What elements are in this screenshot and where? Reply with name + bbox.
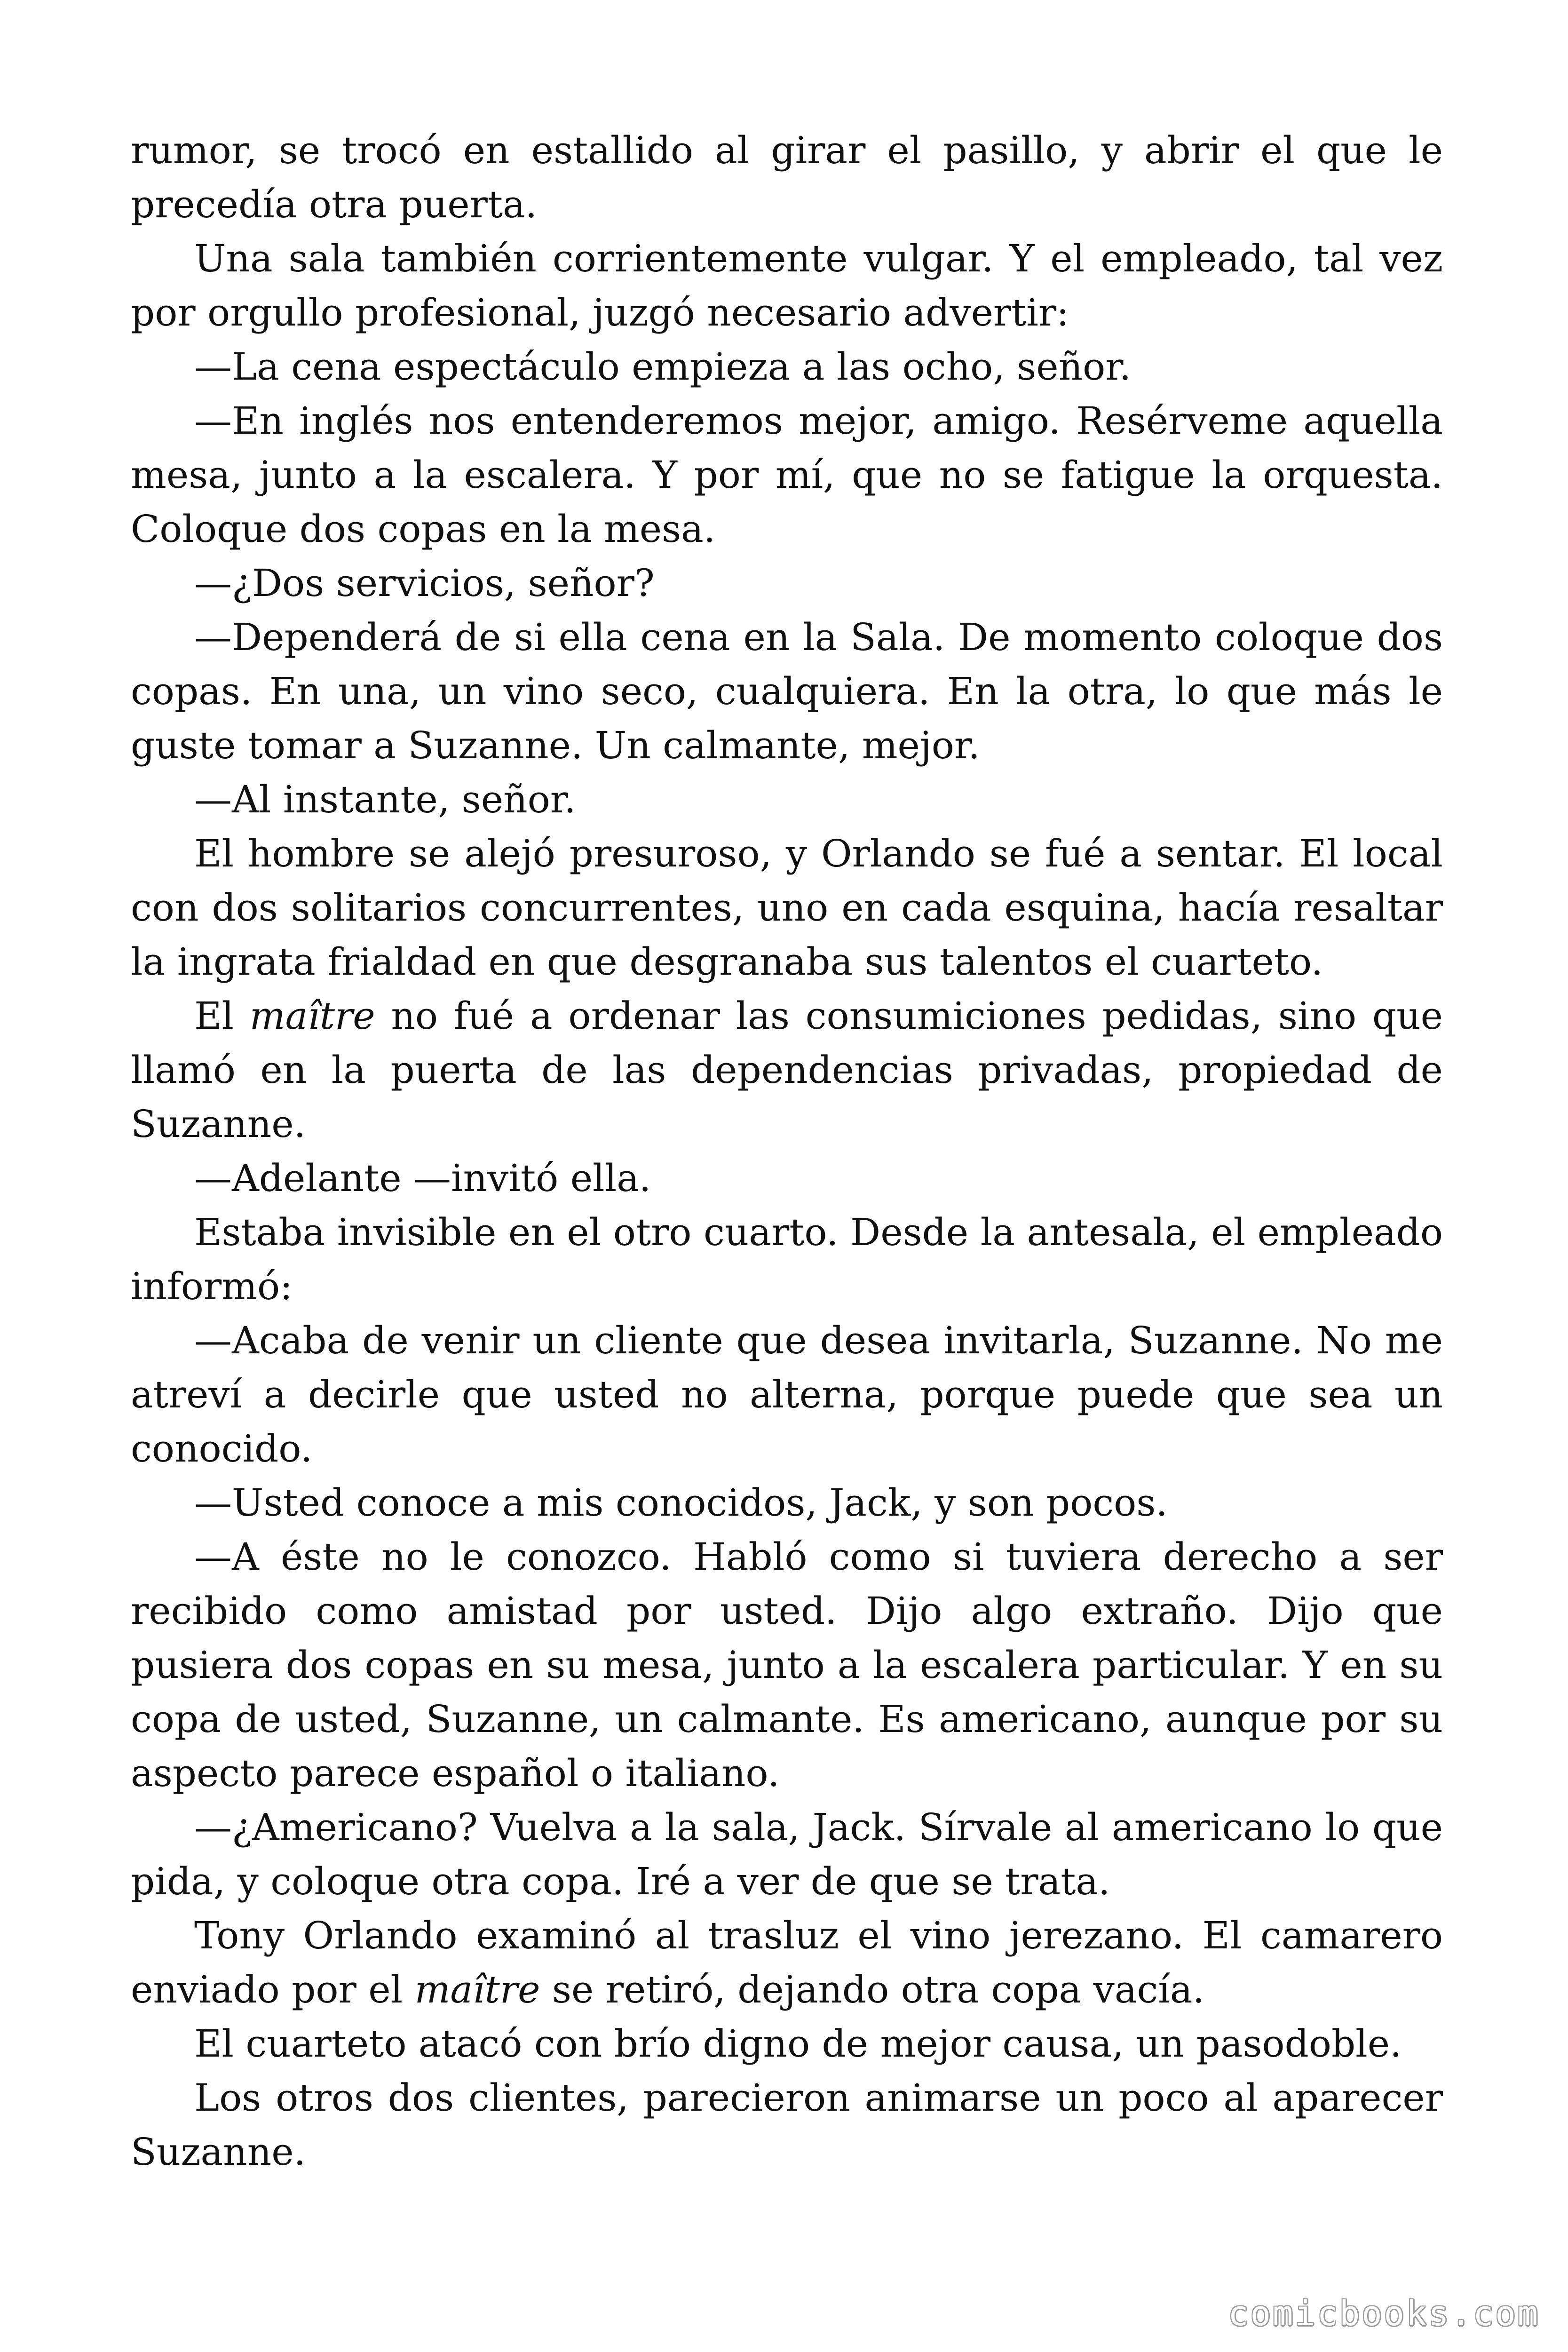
paragraph xyxy=(131,1151,1443,1205)
paragraph xyxy=(131,1800,1443,1908)
paragraph xyxy=(131,1476,1443,1530)
paragraph-text: —A éste no le conozco. Habló como si tuviera derecho a ser recibido como amistad por usted. Dijo algo extraño. Dijo que pusiera dos copas en su mesa, junto a la escalera particular. Y en su copa de usted, Suzanne, un calmante. Es americano, aunque por su aspecto parece español o italiano. xyxy=(131,1535,1443,1795)
paragraph-text: Estaba invisible en el otro cuarto. Desde la antesala, el empleado informó: xyxy=(131,1210,1443,1308)
book-page-text xyxy=(131,123,1443,2179)
paragraph-text: —Adelante —invitó ella. xyxy=(194,1156,651,1200)
paragraph-text: —Dependerá de si ella cena en la Sala. De momento coloque dos copas. En una, un vino seco, cualquiera. En la otra, lo que más le guste tomar a Suzanne. Un calmante, mejor. xyxy=(131,615,1443,767)
paragraph xyxy=(131,772,1443,826)
paragraph-text: no fué a ordenar las consumiciones pedidas, sino que llamó en la puerta de las dependencias privadas, propiedad de Suzanne. xyxy=(131,994,1443,1146)
paragraph-text: —Acaba de venir un cliente que desea invitarla, Suzanne. No me atreví a decirle que usted no alterna, porque puede que sea un conocido. xyxy=(131,1319,1443,1470)
paragraph-text: —¿Americano? Vuelva a la sala, Jack. Sírvale al americano lo que pida, y coloque otra copa. Iré a ver de que se trata. xyxy=(131,1805,1443,1903)
paragraph xyxy=(131,340,1443,394)
paragraph xyxy=(131,1205,1443,1313)
paragraph-text: Los otros dos clientes, parecieron animarse un poco al aparecer Suzanne. xyxy=(131,2076,1443,2174)
paragraph-text: —En inglés nos entenderemos mejor, amigo. Resérveme aquella mesa, junto a la escalera. Y por mí, que no se fatigue la orquesta. Coloque dos copas en la mesa. xyxy=(131,399,1443,551)
paragraph xyxy=(131,2071,1443,2179)
paragraph xyxy=(131,2017,1443,2071)
paragraph xyxy=(131,1530,1443,1800)
paragraph-text: —Al instante, señor. xyxy=(194,778,576,821)
watermark-text: comicbooks.com xyxy=(1228,2294,1540,2333)
italic-term: maître xyxy=(249,994,375,1038)
paragraph-text: Tony Orlando examinó al trasluz el vino jerezano. El camarero enviado por el xyxy=(131,1914,1443,2011)
paragraph-text: —Usted conoce a mis conocidos, Jack, y son pocos. xyxy=(194,1481,1168,1525)
paragraph xyxy=(131,989,1443,1151)
italic-term: maître xyxy=(414,1968,540,2011)
paragraph xyxy=(131,826,1443,989)
paragraph xyxy=(131,1313,1443,1476)
paragraph-text: —¿Dos servicios, señor? xyxy=(194,561,655,605)
paragraph-text: El xyxy=(194,994,250,1038)
paragraph xyxy=(131,556,1443,610)
paragraph-text: El cuarteto atacó con brío digno de mejor causa, un pasodoble. xyxy=(194,2022,1402,2066)
paragraph-text: Una sala también corrientemente vulgar. Y el empleado, tal vez por orgullo profesional, juzgó necesario advertir: xyxy=(131,237,1443,334)
paragraph-text: El hombre se alejó presuroso, y Orlando se fué a sentar. El local con dos solitarios concurrentes, uno en cada esquina, hacía resaltar la ingrata frialdad en que desgranaba sus talentos el cuarteto. xyxy=(131,832,1443,984)
paragraph-text: rumor, se trocó en estallido al girar el pasillo, y abrir el que le precedía otra puerta. xyxy=(131,128,1443,226)
paragraph xyxy=(131,231,1443,340)
paragraph xyxy=(131,123,1443,231)
paragraph-text: —La cena espectáculo empieza a las ocho, señor. xyxy=(194,345,1132,389)
paragraph xyxy=(131,610,1443,772)
paragraph xyxy=(131,394,1443,556)
paragraph-text: se retiró, dejando otra copa vacía. xyxy=(540,1968,1205,2011)
paragraph xyxy=(131,1908,1443,2017)
